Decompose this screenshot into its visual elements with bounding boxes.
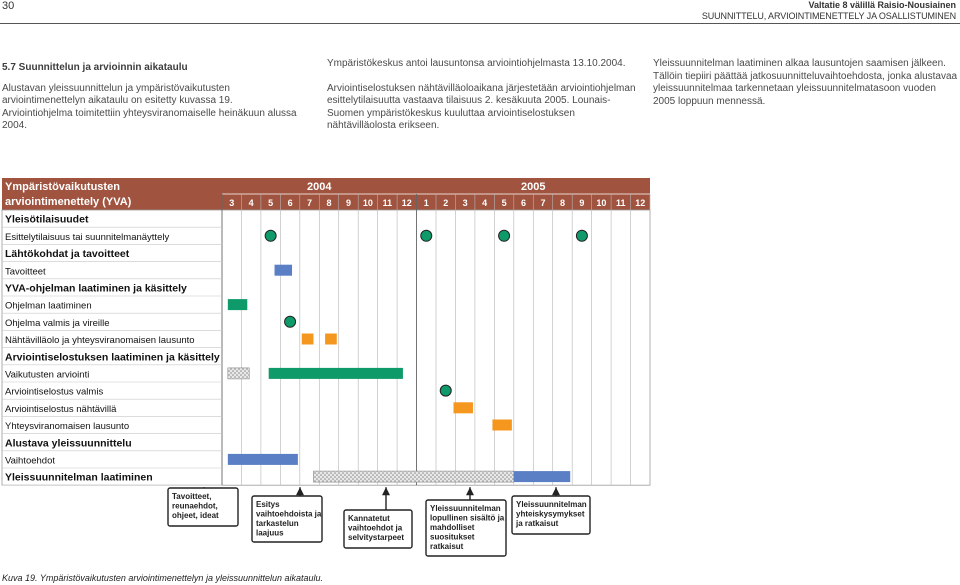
callout-text: Yleissuunnitelman	[430, 504, 501, 513]
gantt-month-label: 8	[559, 198, 565, 208]
text-column-3	[653, 58, 960, 120]
callout-text: Yleissuunnitelman	[516, 500, 587, 509]
gantt-month-label: 11	[616, 198, 626, 208]
paragraph: Ympäristökeskus antoi lausuntonsa arviointiohjelmasta 13.10.2004.	[327, 58, 626, 69]
gantt-month-label: 3	[462, 198, 468, 208]
gantt-bar-dotted	[228, 368, 249, 379]
gantt-row-label: Vaihtoehdot	[5, 455, 56, 467]
gantt-month-label: 1	[423, 198, 429, 208]
gantt-row-label: Tavoitteet	[5, 266, 46, 278]
callout-text: ohjeet, ideat	[172, 511, 219, 520]
callout-text: Esitys	[256, 500, 280, 509]
gantt-month-label: 12	[401, 198, 412, 208]
figure-caption: Kuva 19. Ympäristövaikutusten arviointimenettelyn ja yleissuunnittelun aikataulu.	[2, 573, 324, 583]
gantt-milestone	[499, 230, 510, 241]
gantt-row-label: Yleissuunnitelman laatiminen	[5, 471, 153, 484]
gantt-row-label: Alustava yleissuunnittelu	[5, 437, 132, 450]
gantt-bar-orange	[302, 333, 314, 344]
gantt-milestone	[265, 230, 276, 241]
gantt-month-label: 11	[382, 198, 393, 208]
gantt-milestone	[440, 385, 451, 396]
text-column-1	[2, 62, 302, 145]
gantt-row-label: Esittelytilaisuus tai suunnitelmanäyttely	[5, 231, 170, 243]
header-rule	[0, 23, 960, 24]
section-title: 5.7 Suunnittelun ja arvioinnin aikataulu	[2, 62, 188, 73]
gantt-milestone	[285, 316, 296, 327]
gantt-month-label: 9	[579, 198, 585, 208]
gantt-row-label: YVA-ohjelman laatiminen ja käsittely	[5, 282, 187, 295]
callout-text: lopullinen sisältö ja	[430, 513, 505, 523]
callout-text: vaihtoehdot ja	[348, 523, 403, 533]
callout-text: reunaehdot,	[172, 501, 218, 511]
callout-text: Kannatetut	[348, 514, 390, 523]
header-subtitle: SUUNNITTELU, ARVIOINTIMENETTELY JA OSALLISTUMINEN	[701, 11, 956, 21]
gantt-bar-dotted	[313, 471, 513, 482]
text-column-2	[327, 58, 637, 145]
gantt-bar-orange	[454, 402, 473, 413]
paragraph: Arviointiselostuksen nähtävilläoloaikana järjestetään arviointiohjelman esittelytilaisuutta vastaava tilaisuus 2. kesäkuuta 2005. Lounais-Suomen ympäristökeskus kuuluttaa arviointiselostuksen nähtävilläolosta erikseen.	[327, 82, 636, 131]
gantt-month-label: 2	[443, 198, 449, 208]
paragraph: Alustavan yleissuunnittelun ja ympäristövaikutusten arviointimenettelyn aikataulu on esitetty kuvassa 19. Arviointiohjelma toimitettiin yhteysviranomaiselle heinäkuun alussa 2004.	[2, 82, 297, 131]
gantt-row-label: Ohjelma valmis ja vireille	[5, 317, 110, 329]
gantt-title-line2: arviointimenettely (YVA)	[5, 196, 132, 208]
gantt-year: 2004	[307, 181, 332, 193]
gantt-month-label: 6	[287, 198, 293, 208]
gantt-month-label: 5	[501, 198, 507, 208]
callout-text: vaihtoehdoista ja	[256, 509, 322, 519]
gantt-month-label: 7	[540, 198, 546, 208]
gantt-month-label: 10	[596, 198, 607, 208]
header-title: Valtatie 8 välillä Raisio-Nousiainen	[808, 0, 956, 10]
callout-text: yhteiskysymykset	[516, 509, 585, 519]
gantt-title-line1: Ympäristövaikutusten	[5, 181, 120, 193]
gantt-month-label: 7	[307, 198, 313, 208]
callout-arrowhead	[382, 487, 390, 495]
callout-arrowhead	[466, 487, 474, 495]
page-number: 30	[2, 0, 15, 12]
callout-text: laajuus	[256, 528, 284, 538]
gantt-month-label: 4	[482, 198, 488, 208]
callout-text: mahdolliset	[430, 523, 475, 532]
callout-text: Tavoitteet,	[172, 492, 212, 501]
gantt-month-label: 9	[345, 198, 351, 208]
gantt-bar-blue	[514, 471, 570, 482]
gantt-row-label: Ohjelman laatiminen	[5, 300, 92, 312]
gantt-month-label: 6	[521, 198, 527, 208]
gantt-row-label: Yhteysviranomaisen lausunto	[5, 421, 130, 433]
gantt-bar-green	[228, 299, 247, 310]
gantt-bar-orange	[492, 419, 511, 430]
gantt-row-label: Arviointiselostus valmis	[5, 386, 104, 398]
callout-text: suositukset	[430, 532, 475, 542]
callout-text: ja ratkaisut	[516, 519, 559, 528]
running-header	[702, 0, 956, 22]
gantt-month-label: 3	[229, 198, 235, 208]
gantt-milestone	[576, 230, 587, 241]
gantt-bar-green	[269, 368, 403, 379]
gantt-bar-orange	[325, 333, 337, 344]
gantt-bar-blue	[275, 265, 293, 276]
schedule-gantt-chart	[0, 178, 960, 570]
paragraph: Yleissuunnitelman laatiminen alkaa lausuntojen saamisen jälkeen. Tällöin tiepiiri päättää jatkosuunnitteluvaihtoehdosta, jonka alustavaa yleissuunnitelmaa tarkennetaan yleissuunnitelmatasoon vuoden 2005 loppuun mennessä.	[653, 58, 958, 107]
gantt-milestone	[421, 230, 432, 241]
gantt-month-label: 5	[268, 198, 274, 208]
gantt-row-label: Yleisötilaisuudet	[5, 213, 89, 226]
callout-arrowhead	[296, 487, 304, 495]
gantt-year: 2005	[521, 181, 546, 193]
gantt-callouts	[168, 487, 590, 556]
gantt-month-label: 8	[326, 198, 332, 208]
gantt-row-label: Arviointiselostuksen laatiminen ja käsittely	[5, 351, 220, 364]
gantt-row-label: Nähtävilläolo ja yhteysviranomaisen lausunto	[5, 335, 195, 347]
callout-text: selvitystarpeet	[348, 533, 405, 542]
callout-text: tarkastelun	[256, 519, 299, 528]
gantt-bar-blue	[228, 454, 298, 465]
callout-text: ratkaisut	[430, 542, 464, 551]
gantt-row-label: Vaikutusten arviointi	[5, 369, 90, 381]
gantt-month-label: 4	[248, 198, 254, 208]
gantt-row-label: Arviointiselostus nähtävillä	[5, 403, 117, 415]
gantt-row-label: Lähtökohdat ja tavoitteet	[5, 248, 130, 261]
callout-arrowhead	[552, 487, 560, 495]
gantt-month-label: 10	[362, 198, 373, 208]
gantt-month-label: 12	[635, 198, 646, 208]
